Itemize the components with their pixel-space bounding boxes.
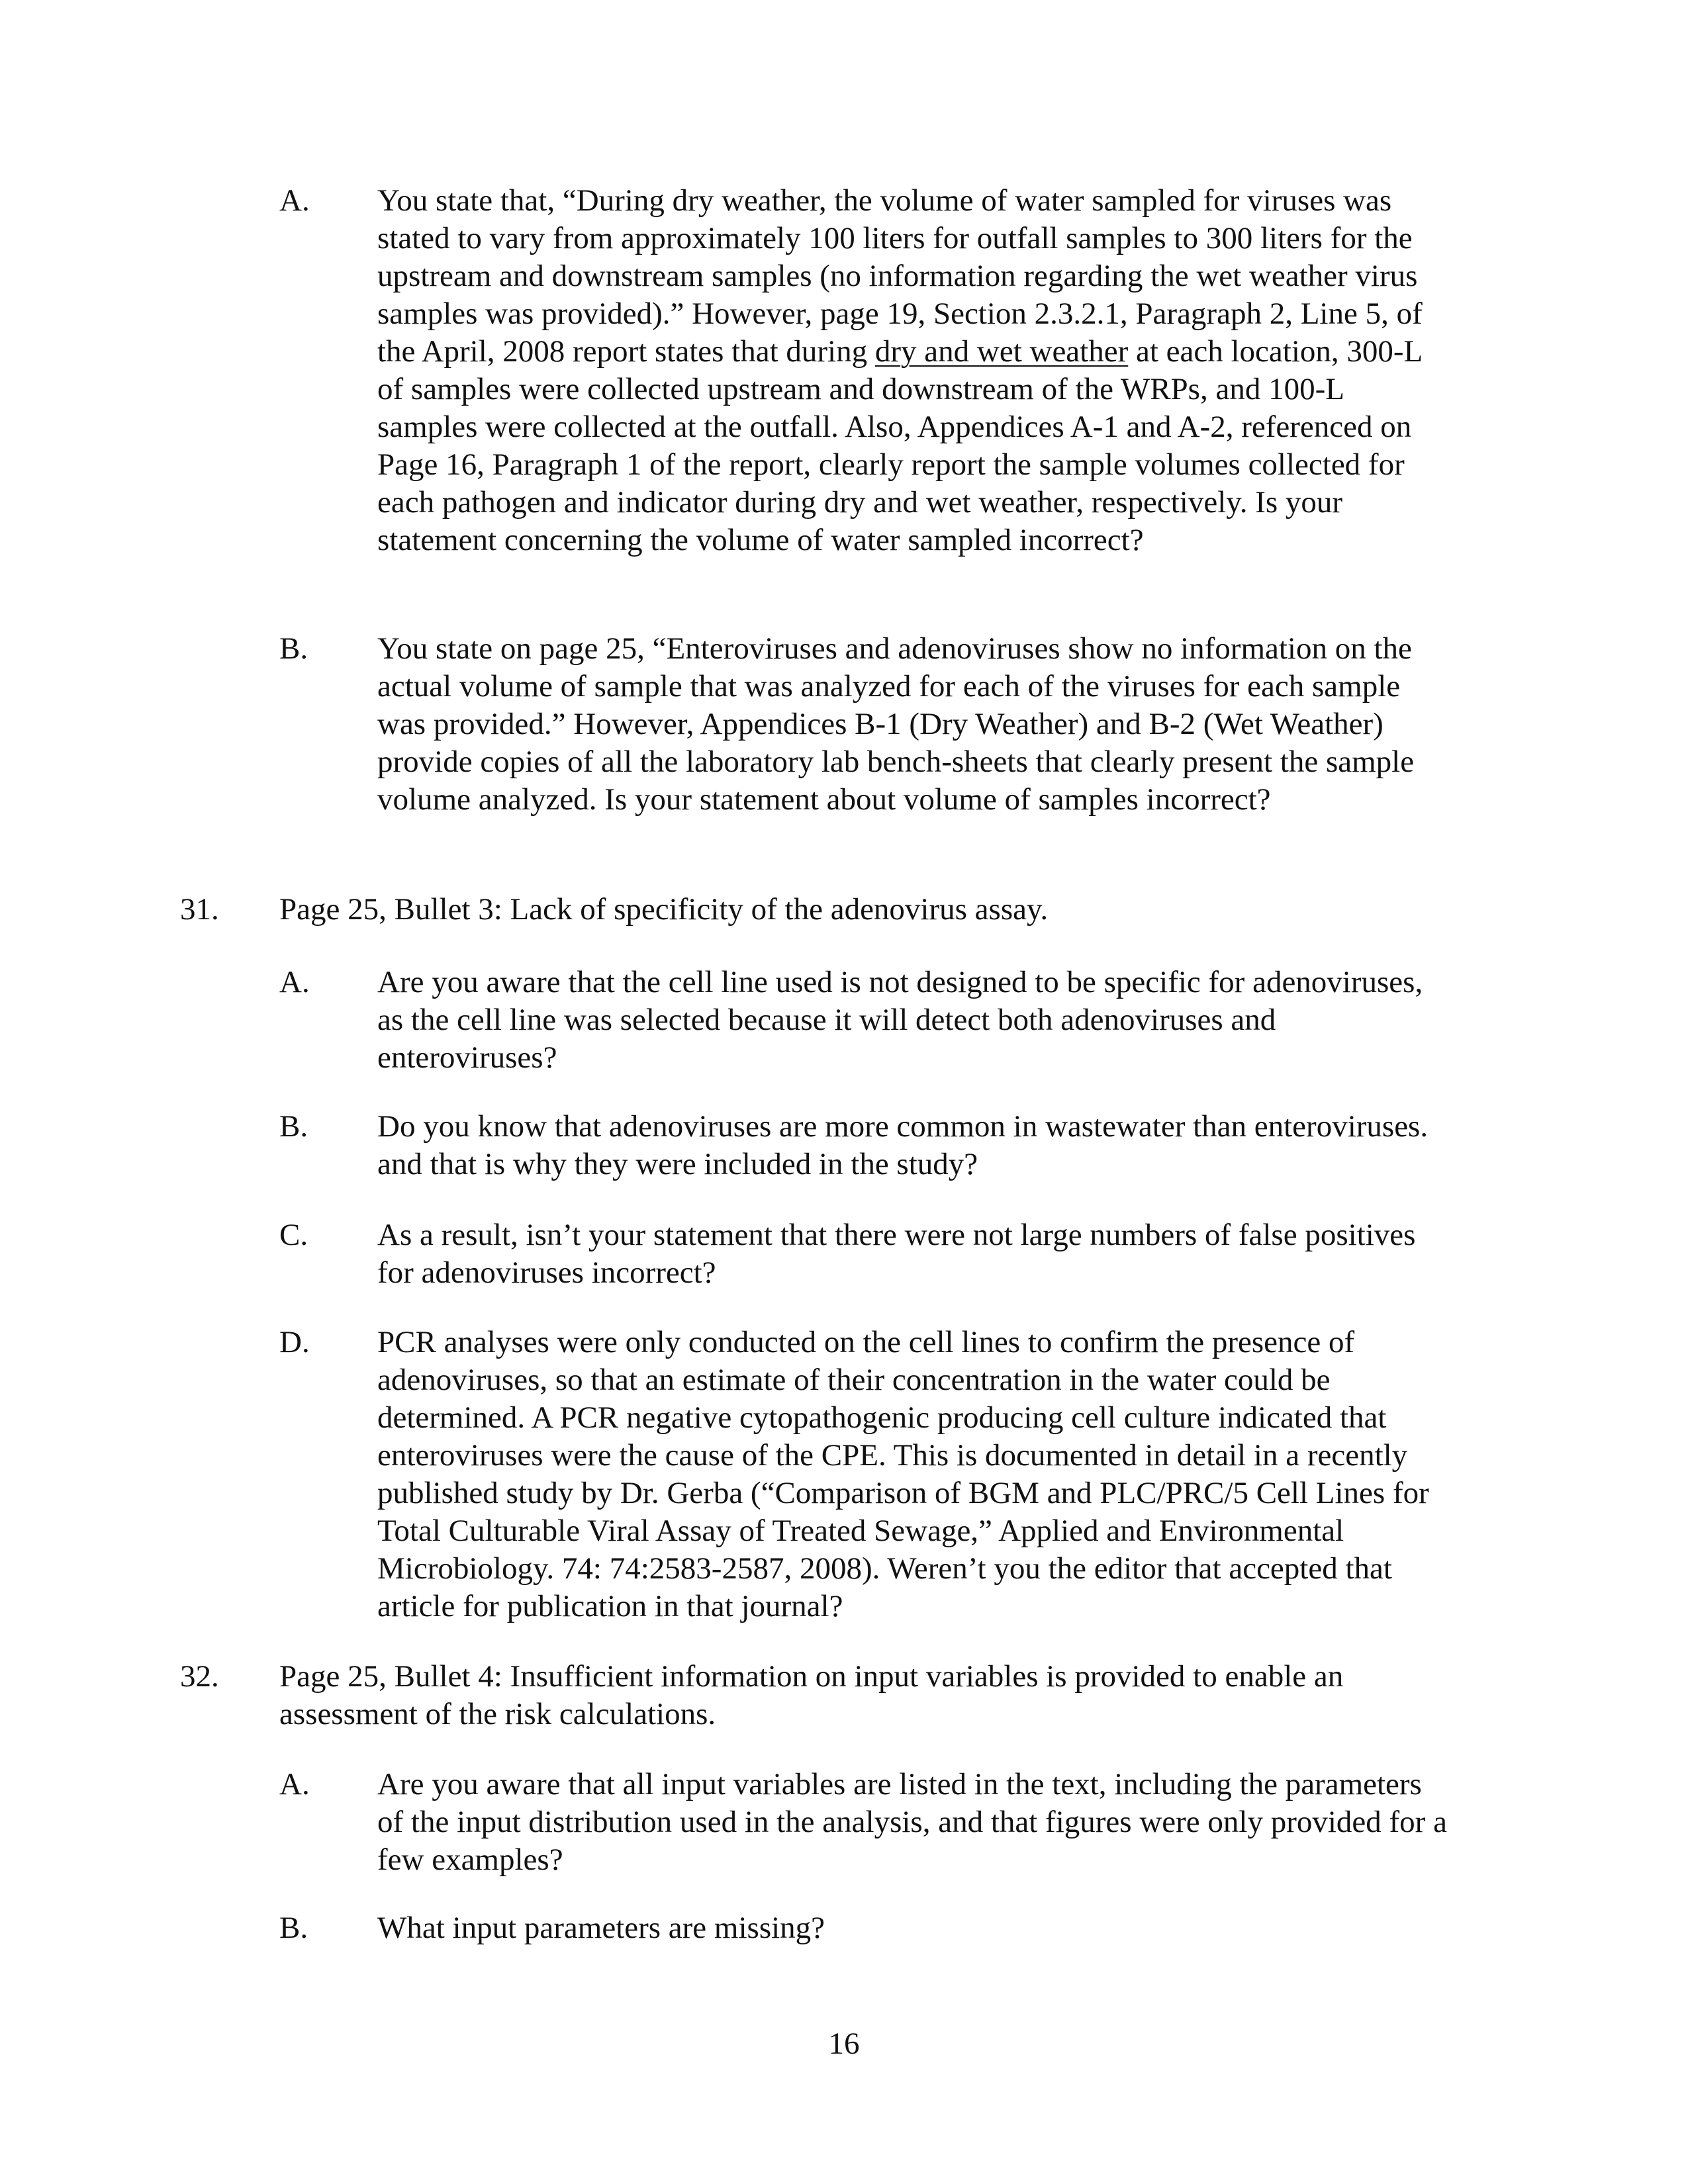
underlined-phrase: dry and wet weather [874,334,1129,369]
item-label: C. [279,1218,308,1252]
sub-question-D [279,1324,1450,1625]
sub-question-B [279,1909,1450,1947]
item-text: Page 25, Bullet 4: Insufficient information on input variables is provided to enable an assessment of the risk calculations. [279,1659,1344,1731]
sub-question-A [279,964,1450,1077]
sub-question-A [279,182,1450,559]
item-label: D. [279,1325,310,1359]
sub-question-C [279,1216,1450,1292]
page-number: 16 [828,2026,860,2061]
item-text: Do you know that adenoviruses are more common in wastewater than enteroviruses. and that is why they were included in the study? [377,1109,1429,1181]
item-text: You state on page 25, “Enteroviruses and adenoviruses show no information on the actual volume of sample that was analyzed for each of the viruses for each sample was provided.” However, Appendices B-1 (Dry Weather) and B-2 (Wet Weather) provide copies of all the laboratory lab bench-sheets that clearly present the sample volume analyzed. Is your statement about volume of samples incorrect? [377,631,1415,817]
item-label: B. [279,1911,308,1945]
item-text: Are you aware that the cell line used is not designed to be specific for adenoviruses, as the cell line was selected because it will detect both adenoviruses and enteroviruses? [377,965,1423,1075]
item-label: B. [279,1109,308,1144]
item-label: B. [279,631,308,666]
item-text: You state that, “During dry weather, the volume of water sampled for viruses was stated to vary from approximately 100 liters for outfall samples to 300 liters for the upstream and downstream samples (no information regarding the wet weather virus samples was provided).” However, page 19, Section 2.3.2.1, Paragraph 2, Line 5, of the April, 2008 report states that during dry and wet weather at each location, 300-L of samples were collected upstream and downstream of the WRPs, and 100-L samples were collected at the outfall. Also, Appendices A-1 and A-2, referenced on Page 16, Paragraph 1 of the report, clearly report the sample volumes collected for each pathogen and indicator during dry and wet weather, respectively. Is your statement concerning the volume of water sampled incorrect? [377,183,1423,557]
item-label: A. [279,1767,310,1801]
item-text: Page 25, Bullet 3: Lack of specificity of the adenovirus assay. [279,892,1049,927]
numbered-item-31 [180,891,1451,929]
item-label: A. [279,183,310,218]
item-label: A. [279,965,310,999]
item-number: 32. [180,1659,219,1694]
item-number: 31. [180,892,219,927]
sub-question-B [279,1108,1450,1183]
item-text: As a result, isn’t your statement that there were not large numbers of false positives for adenoviruses incorrect? [377,1218,1416,1290]
item-text: Are you aware that all input variables are listed in the text, including the parameters of the input distribution used in the analysis, and that figures were only provided for a few examples? [377,1767,1447,1877]
sub-question-A [279,1766,1450,1879]
numbered-item-32 [180,1658,1451,1733]
item-text: PCR analyses were only conducted on the cell lines to confirm the presence of adenoviruses, so that an estimate of their concentration in the water could be determined. A PCR negative cytopathogenic producing cell culture indicated that enteroviruses were the cause of the CPE. This is documented in detail in a recently published study by Dr. Gerba (“Comparison of BGM and PLC/PRC/5 Cell Lines for Total Culturable Viral Assay of Treated Sewage,” Applied and Environmental Microbiology. 74: 74:2583-2587, 2008). Weren’t you the editor that accepted that article for publication in that journal? [377,1325,1429,1623]
item-text: What input parameters are missing? [377,1911,825,1945]
sub-question-B [279,630,1450,819]
